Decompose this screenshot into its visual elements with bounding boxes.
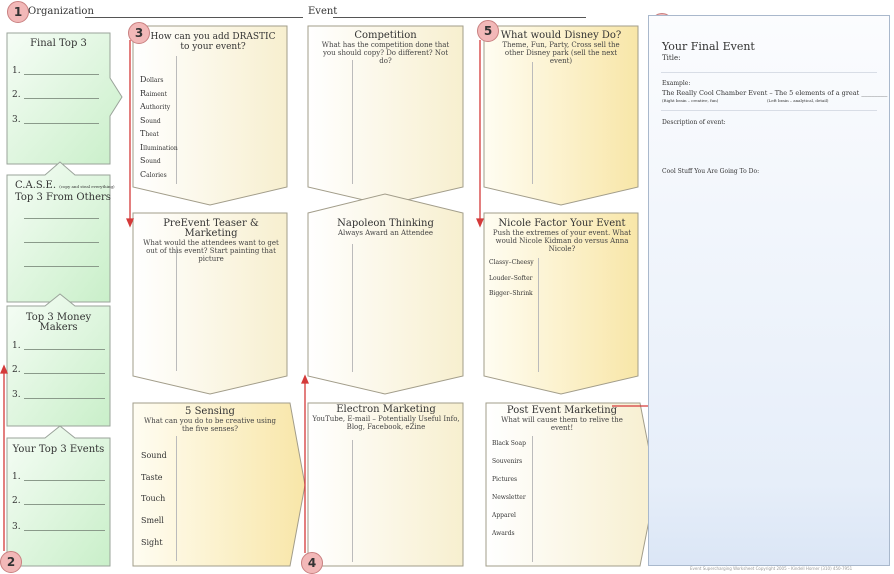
events-num-3: 3.: [12, 522, 21, 532]
case-title: C.A.S.E. (copy and steal everything): [15, 180, 115, 191]
post-event-divider: [532, 436, 533, 562]
case-line-1[interactable]: [24, 218, 99, 219]
money-num-3: 3.: [12, 390, 21, 400]
case-title-2: Top 3 From Others: [15, 192, 111, 203]
post-event-subtitle: What will cause them to relive the event!: [501, 416, 623, 432]
drastic-item-6: Illumination: [140, 142, 178, 152]
sensing-item-3: Touch: [141, 494, 166, 503]
final-top3-line-2[interactable]: [24, 98, 99, 99]
final-event-panel: [648, 15, 890, 566]
electron-subtitle: YouTube, E-mail – Potentially Useful Info, Blog, Facebook, eZine: [312, 415, 460, 431]
description-label: Description of event:: [662, 119, 726, 126]
sensing-divider: [176, 436, 177, 561]
disney-subtitle: Theme, Fun, Party, Cross sell the other Disney park (sell the next event): [502, 41, 620, 65]
case-line-3[interactable]: [24, 266, 99, 267]
money-num-1: 1.: [12, 341, 21, 351]
final-separator-2: [661, 110, 877, 111]
competition-title: Competition: [354, 30, 417, 41]
sensing-item-4: Smell: [141, 516, 164, 525]
money-line-3[interactable]: [24, 398, 105, 399]
nicole-subtitle: Push the extremes of your event. What would Nicole Kidman do versus Anna Nicole?: [492, 229, 632, 253]
final-top3-title: Final Top 3: [30, 38, 87, 49]
post-item-1: Black Soap: [492, 440, 526, 447]
post-event-title: Post Event Marketing: [506, 405, 618, 416]
final-separator-1: [661, 72, 877, 73]
preevent-block: [140, 219, 282, 263]
disney-divider: [532, 62, 533, 184]
example-text: The Really Cool Chamber Event – The 5 elements of a great ________: [662, 89, 888, 97]
case-line-2[interactable]: [24, 242, 99, 243]
events-line-1[interactable]: [24, 480, 105, 481]
napoleon-title: Napoleon Thinking: [337, 218, 434, 229]
event-label: Event: [308, 6, 338, 17]
final-top3-num-3: 3.: [12, 115, 21, 125]
drastic-item-5: Theat: [140, 129, 159, 138]
nicole-item-2: Louder–Softer: [489, 275, 533, 282]
nicole-title: Nicole Factor Your Event: [498, 218, 626, 229]
organization-label: Organization: [28, 6, 94, 17]
drastic-acronym-list: [140, 74, 178, 182]
money-makers-title: Top 3 Money Makers: [25, 312, 92, 333]
drastic-title: How can you add DRASTIC to your event?: [150, 32, 276, 52]
electron-divider: [352, 440, 353, 562]
footer-copyright: Event Supercharging Worksheet Copyright 2005 – Kindell Horner (310) 450-7951: [690, 566, 853, 571]
competition-divider: [352, 60, 353, 184]
napoleon-subtitle: Always Award an Attendee: [337, 229, 434, 237]
nicole-divider: [538, 258, 539, 372]
step-badge-3: 3: [128, 22, 150, 44]
preevent-subtitle: What would the attendees want to get out of this event? Start painting that picture: [143, 239, 279, 263]
final-top3-line-1[interactable]: [24, 74, 99, 75]
example-label: Example:: [662, 80, 691, 87]
drastic-item-7: Sound: [140, 156, 161, 165]
step-badge-2: 2: [0, 551, 22, 573]
disney-block: [494, 31, 628, 65]
competition-block: [318, 31, 453, 65]
electron-block: [312, 405, 460, 431]
napoleon-divider: [352, 244, 353, 372]
money-num-2: 2.: [12, 365, 21, 375]
final-event-title: Your Final Event: [662, 40, 755, 53]
electron-title: Electron Marketing: [336, 404, 436, 415]
step-badge-5: 5: [477, 20, 499, 42]
disney-title: What would Disney Do?: [500, 30, 622, 41]
sensing-subtitle: What can you do to be creative using the five senses?: [144, 417, 276, 433]
post-item-3: Pictures: [492, 476, 518, 483]
post-item-4: Newsletter: [492, 494, 526, 501]
sensing-item-1: Sound: [141, 451, 167, 460]
example-right-note: (Left brain – analytical, detail): [767, 98, 829, 103]
final-top3-num-2: 2.: [12, 90, 21, 100]
sensing-title: 5 Sensing: [185, 406, 235, 417]
events-line-3[interactable]: [24, 530, 105, 531]
step-badge-4: 4: [301, 552, 323, 574]
competition-subtitle: What has the competition done that you should copy? Do different? Not do?: [321, 41, 450, 65]
money-line-2[interactable]: [24, 373, 105, 374]
post-item-6: Awards: [492, 530, 515, 537]
preevent-divider: [176, 246, 177, 371]
events-line-2[interactable]: [24, 504, 105, 505]
events-num-2: 2.: [12, 496, 21, 506]
napoleon-block: [315, 219, 456, 237]
final-title-label: Title:: [662, 54, 681, 62]
drastic-item-8: Calories: [140, 169, 167, 179]
money-line-1[interactable]: [24, 349, 105, 350]
post-event-block: [494, 406, 630, 432]
post-item-2: Souvenirs: [492, 458, 523, 465]
drastic-item-3: Authority: [140, 102, 171, 111]
drastic-item-4: Sound: [140, 115, 161, 125]
nicole-item-1: Classy–Cheesy: [489, 259, 534, 266]
events-num-1: 1.: [12, 472, 21, 482]
top3-events-title: Your Top 3 Events: [12, 444, 105, 455]
cool-stuff-label: Cool Stuff You Are Going To Do:: [662, 168, 760, 175]
sensing-block: [140, 407, 280, 433]
nicole-block: [489, 219, 635, 253]
drastic-item-2: Raiment: [140, 88, 168, 98]
preevent-title: PreEvent Teaser & Marketing: [163, 218, 259, 239]
drastic-item-1: Dollars: [140, 75, 164, 84]
sensing-item-2: Taste: [141, 473, 163, 482]
sensing-item-5: Sight: [141, 538, 163, 547]
nicole-item-3: Bigger–Shrink: [489, 290, 533, 297]
step-badge-1: 1: [7, 1, 29, 23]
example-left-note: (Right brain – creative, fun): [662, 98, 719, 103]
post-item-5: Apparel: [492, 512, 516, 519]
final-top3-line-3[interactable]: [24, 123, 99, 124]
final-top3-num-1: 1.: [12, 66, 21, 76]
